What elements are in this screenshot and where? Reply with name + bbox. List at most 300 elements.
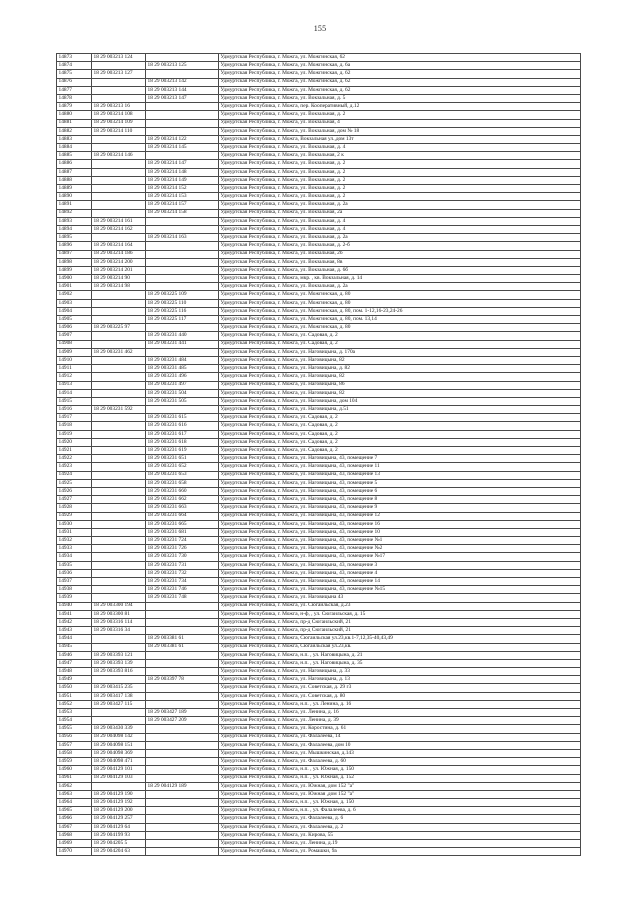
table-row	[57, 659, 581, 667]
row-number-cell: 14903	[57, 299, 92, 307]
cadastral-number-cell: 18 29 003214 201	[92, 266, 146, 274]
cadastral-number-alt-cell	[146, 618, 219, 626]
cadastral-number-alt-cell: 18 29 003231 724	[146, 537, 219, 545]
table-row	[57, 463, 581, 471]
row-number-cell: 14969	[57, 840, 92, 848]
cadastral-number-alt-cell: 18 29 003214 153	[146, 193, 219, 201]
table-row	[57, 414, 581, 422]
cadastral-number-cell	[92, 569, 146, 577]
table-row	[57, 316, 581, 324]
address-cell: Удмуртская Республика, г. Можга, н.п. , ул. Южная, д. 152	[219, 774, 581, 782]
row-number-cell: 14908	[57, 340, 92, 348]
row-number-cell: 14961	[57, 774, 92, 782]
table-row	[57, 389, 581, 397]
row-number-cell: 14916	[57, 406, 92, 414]
address-cell: Удмуртская Республика, г. Можга, ул. Вокзальная, д. 2	[219, 193, 581, 201]
cadastral-number-alt-cell: 18 29 003427 209	[146, 717, 219, 725]
row-number-cell: 14897	[57, 250, 92, 258]
row-number-cell: 14925	[57, 479, 92, 487]
table-row	[57, 209, 581, 217]
table-row	[57, 774, 581, 782]
cadastral-number-cell: 18 29 003393 139	[92, 659, 146, 667]
row-number-cell: 14910	[57, 356, 92, 364]
cadastral-number-cell	[92, 496, 146, 504]
table-row	[57, 578, 581, 586]
cadastral-number-alt-cell: 18 29 003214 163	[146, 234, 219, 242]
table-row	[57, 831, 581, 839]
table-row	[57, 447, 581, 455]
cadastral-number-cell: 18 29 003214 109	[92, 119, 146, 127]
cadastral-number-alt-cell: 18 29 003231 748	[146, 594, 219, 602]
row-number-cell: 14949	[57, 676, 92, 684]
cadastral-number-alt-cell	[146, 725, 219, 733]
address-cell: Удмуртская Республика, г. Можга, ул. Советская, д. 80	[219, 692, 581, 700]
cadastral-number-alt-cell	[146, 700, 219, 708]
table-row	[57, 709, 581, 717]
cadastral-number-cell	[92, 373, 146, 381]
address-cell: Удмуртская Республика, г. Можга, ул. Вокзальная, д. 4	[219, 217, 581, 225]
cadastral-number-cell: 18 29 003316 114	[92, 618, 146, 626]
table-row	[57, 848, 581, 856]
table-row	[57, 790, 581, 798]
cadastral-number-cell	[92, 381, 146, 389]
table-row	[57, 700, 581, 708]
row-number-cell: 14933	[57, 545, 92, 553]
row-number-cell: 14936	[57, 569, 92, 577]
cadastral-number-alt-cell: 18 29 003231 746	[146, 586, 219, 594]
cadastral-number-alt-cell: 18 29 003225 116	[146, 307, 219, 315]
cadastral-number-cell: 18 29 003231 592	[92, 406, 146, 414]
address-cell: Удмуртская Республика, г. Можга, ул. Наговицына, 43, помещение №2	[219, 545, 581, 553]
address-cell: Удмуртская Республика, г. Можга, ул. Садовая, д. 2	[219, 430, 581, 438]
row-number-cell: 14884	[57, 144, 92, 152]
address-cell: Удмуртская Республика, г. Можга, ул. Можгинская, д. 80	[219, 291, 581, 299]
table-row	[57, 815, 581, 823]
row-number-cell: 14895	[57, 234, 92, 242]
table-row	[57, 749, 581, 757]
row-number-cell: 14885	[57, 152, 92, 160]
cadastral-number-alt-cell	[146, 799, 219, 807]
row-number-cell: 14927	[57, 496, 92, 504]
address-cell: Удмуртская Республика, г. Можга, ул. Садовая, д. 2	[219, 422, 581, 430]
row-number-cell: 14881	[57, 119, 92, 127]
table-row	[57, 586, 581, 594]
address-cell: Удмуртская Республика, г. Можга, ул. Вокзальная, д. 2а	[219, 283, 581, 291]
address-cell: Удмуртская Республика, г. Можга, ул. Южная ,дом 152 "а"	[219, 790, 581, 798]
table-row	[57, 545, 581, 553]
cadastral-number-cell: 18 29 004205 5	[92, 840, 146, 848]
cadastral-number-alt-cell	[146, 627, 219, 635]
row-number-cell: 14937	[57, 578, 92, 586]
table-row	[57, 258, 581, 266]
row-number-cell: 14900	[57, 275, 92, 283]
table-row	[57, 144, 581, 152]
cadastral-number-alt-cell: 18 29 003231 497	[146, 381, 219, 389]
table-row	[57, 160, 581, 168]
cadastral-number-alt-cell: 18 29 003231 440	[146, 332, 219, 340]
address-cell: Удмуртская Республика, г. Можга, Сюгаильская ул.23,кв.	[219, 643, 581, 651]
row-number-cell: 14943	[57, 627, 92, 635]
cadastral-number-cell	[92, 578, 146, 586]
table-row	[57, 618, 581, 626]
row-number-cell: 14965	[57, 807, 92, 815]
table-row	[57, 225, 581, 233]
cadastral-number-alt-cell	[146, 266, 219, 274]
address-cell: Удмуртская Республика, г. Можга, ул. Можгинская, д. 80, пом. 1-12,16-23,24-26	[219, 307, 581, 315]
cadastral-number-cell: 18 29 003213 16	[92, 103, 146, 111]
address-cell: Удмуртская Республика, г. Можга, ул. Вокзальная, д. 5	[219, 94, 581, 102]
cadastral-number-cell	[92, 185, 146, 193]
row-number-cell: 14898	[57, 258, 92, 266]
cadastral-number-cell: 18 29 003231 462	[92, 348, 146, 356]
cadastral-number-cell	[92, 782, 146, 790]
table-row	[57, 799, 581, 807]
row-number-cell: 14923	[57, 463, 92, 471]
table-row	[57, 758, 581, 766]
cadastral-number-cell: 18 29 003214 98	[92, 283, 146, 291]
cadastral-number-cell: 18 29 003214 161	[92, 217, 146, 225]
table-row	[57, 487, 581, 495]
cadastral-number-alt-cell: 18 29 003214 152	[146, 185, 219, 193]
cadastral-number-alt-cell	[146, 250, 219, 258]
cadastral-number-cell	[92, 528, 146, 536]
cadastral-number-cell	[92, 553, 146, 561]
cadastral-number-alt-cell: 18 29 003231 619	[146, 447, 219, 455]
address-cell: Удмуртская Республика, г. Можга, ул. Садовая, д. 2	[219, 414, 581, 422]
row-number-cell: 14951	[57, 692, 92, 700]
table-row	[57, 766, 581, 774]
table-row	[57, 684, 581, 692]
cadastral-number-cell: 18 29 003214 164	[92, 242, 146, 250]
table-row	[57, 111, 581, 119]
address-cell: Удмуртская Республика, г. Можга, ул. Наговицына, 43, помещение №15	[219, 586, 581, 594]
cadastral-number-cell	[92, 479, 146, 487]
cadastral-number-alt-cell	[146, 758, 219, 766]
address-cell: Удмуртская Республика, г. Можга, ул. Можгинская, д. 80	[219, 324, 581, 332]
cadastral-number-cell	[92, 78, 146, 86]
table-row	[57, 266, 581, 274]
cadastral-number-alt-cell: 18 29 003214 122	[146, 135, 219, 143]
cadastral-number-cell: 18 29 004129 190	[92, 790, 146, 798]
cadastral-number-alt-cell: 18 29 003231 663	[146, 504, 219, 512]
cadastral-number-cell	[92, 193, 146, 201]
cadastral-number-cell: 18 29 003214 90	[92, 275, 146, 283]
table-row	[57, 70, 581, 78]
table-row	[57, 537, 581, 545]
row-number-cell: 14966	[57, 815, 92, 823]
cadastral-number-alt-cell: 18 29 003213 142	[146, 78, 219, 86]
row-number-cell: 14963	[57, 790, 92, 798]
row-number-cell: 14967	[57, 823, 92, 831]
table-row	[57, 119, 581, 127]
table-row	[57, 217, 581, 225]
address-cell: Удмуртская Республика, г. Можга, ул. Наговицына, 43, помещение 11	[219, 463, 581, 471]
cadastral-number-cell	[92, 520, 146, 528]
address-cell: Удмуртская Республика, г. Можга, ул. Советская, д. 29 г3	[219, 684, 581, 692]
address-cell: Удмуртская Республика, г. Можга, ул. Наговицына, 86	[219, 381, 581, 389]
cadastral-number-cell	[92, 709, 146, 717]
table-row	[57, 594, 581, 602]
address-cell: Удмуртская Республика, г. Можга, ул. Ленина, д.19	[219, 840, 581, 848]
table-row	[57, 283, 581, 291]
cadastral-number-cell: 18 29 003214 108	[92, 111, 146, 119]
address-cell: Удмуртская Республика, г. Можга, ул. Наговицына, дом 104	[219, 397, 581, 405]
table-row	[57, 332, 581, 340]
cadastral-number-cell: 18 29 003300 194	[92, 602, 146, 610]
row-number-cell: 14953	[57, 709, 92, 717]
address-cell: Удмуртская Республика, г. Можга, ул. Кирова, 55	[219, 831, 581, 839]
cadastral-number-alt-cell	[146, 774, 219, 782]
cadastral-number-alt-cell: 18 29 003231 505	[146, 397, 219, 405]
cadastral-number-alt-cell: 18 29 003231 651	[146, 455, 219, 463]
cadastral-number-alt-cell: 18 29 003231 653	[146, 471, 219, 479]
row-number-cell: 14934	[57, 553, 92, 561]
page-number: 155	[313, 24, 327, 33]
table-row	[57, 135, 581, 143]
address-cell: Удмуртская Республика, г. Можга, н.п. , ул. Наговицына, д. 21	[219, 651, 581, 659]
row-number-cell: 14938	[57, 586, 92, 594]
cadastral-number-alt-cell: 18 29 003231 496	[146, 373, 219, 381]
row-number-cell: 14944	[57, 635, 92, 643]
table-row	[57, 455, 581, 463]
cadastral-number-cell	[92, 430, 146, 438]
cadastral-number-cell	[92, 676, 146, 684]
cadastral-number-alt-cell	[146, 283, 219, 291]
address-cell: Удмуртская Республика, г. Можга, ул. Наговицына, 43, помещение 7	[219, 455, 581, 463]
cadastral-number-alt-cell: 18 29 003231 731	[146, 561, 219, 569]
row-number-cell: 14889	[57, 185, 92, 193]
cadastral-number-alt-cell	[146, 70, 219, 78]
row-number-cell: 14888	[57, 176, 92, 184]
table-row	[57, 725, 581, 733]
cadastral-number-alt-cell: 18 29 003231 615	[146, 414, 219, 422]
address-cell: Удмуртская Республика, г. Можга, ул. Южная, дом 152 "а"	[219, 782, 581, 790]
address-cell: Удмуртская Республика, г. Можга, ул. Наговицына, 82	[219, 389, 581, 397]
cadastral-number-alt-cell	[146, 790, 219, 798]
row-number-cell: 14911	[57, 365, 92, 373]
row-number-cell: 14960	[57, 766, 92, 774]
cadastral-number-cell: 18 29 004204 63	[92, 848, 146, 856]
cadastral-number-alt-cell	[146, 275, 219, 283]
address-cell: Удмуртская Республика, г. Можга, ул. Фалалеева, д. 2	[219, 823, 581, 831]
table-row	[57, 234, 581, 242]
cadastral-number-cell	[92, 356, 146, 364]
row-number-cell: 14950	[57, 684, 92, 692]
cadastral-number-cell	[92, 512, 146, 520]
address-cell: Удмуртская Республика, г. Можга, ул. Наговицына, д. 13	[219, 676, 581, 684]
address-cell: Удмуртская Республика, г. Можга, ул. Наговицына 43	[219, 594, 581, 602]
cadastral-number-cell	[92, 487, 146, 495]
cadastral-number-alt-cell	[146, 54, 219, 62]
table-row	[57, 127, 581, 135]
row-number-cell: 14954	[57, 717, 92, 725]
table-row	[57, 307, 581, 315]
row-number-cell: 14940	[57, 602, 92, 610]
row-number-cell: 14942	[57, 618, 92, 626]
table-row	[57, 381, 581, 389]
cadastral-number-cell: 18 29 004098 142	[92, 733, 146, 741]
row-number-cell: 14874	[57, 62, 92, 70]
row-number-cell: 14875	[57, 70, 92, 78]
address-cell: Удмуртская Республика, г. Можга, ул. Ромашки, 9а	[219, 848, 581, 856]
cadastral-number-cell	[92, 643, 146, 651]
cadastral-number-cell: 18 29 003415 235	[92, 684, 146, 692]
address-cell: Удмуртская Республика, г. Можга, ул. Фалалеева, дом 10	[219, 741, 581, 749]
cadastral-number-alt-cell	[146, 610, 219, 618]
cadastral-number-cell: 18 29 003214 186	[92, 250, 146, 258]
table-row	[57, 168, 581, 176]
cadastral-number-alt-cell	[146, 119, 219, 127]
address-cell: Удмуртская Республика, г. Можга, ул. Вокзальная, д. 2	[219, 160, 581, 168]
address-cell: Удмуртская Республика, г. Можга, ул. Наговицына, 43, помещение №1	[219, 537, 581, 545]
address-cell: Удмуртская Республика, г. Можга, ул. Вокзальная, д. 2а	[219, 201, 581, 209]
address-cell: Удмуртская Республика, г. Можга, н.п. , ул. Фалалеева, д. 6	[219, 807, 581, 815]
row-number-cell: 14931	[57, 528, 92, 536]
cadastral-number-cell: 18 29 004129 64	[92, 823, 146, 831]
cadastral-number-alt-cell: 18 29 003231 617	[146, 430, 219, 438]
cadastral-number-alt-cell: 18 29 003214 145	[146, 144, 219, 152]
cadastral-number-cell: 18 29 003316 34	[92, 627, 146, 635]
table-row	[57, 668, 581, 676]
table-row	[57, 741, 581, 749]
cadastral-number-cell: 18 29 003417 138	[92, 692, 146, 700]
cadastral-number-cell	[92, 537, 146, 545]
address-cell: Удмуртская Республика, г. Можга, ул. Наговицына, 82	[219, 356, 581, 364]
cadastral-number-alt-cell: 18 29 003213 144	[146, 86, 219, 94]
cadastral-number-alt-cell: 18 29 003397 78	[146, 676, 219, 684]
row-number-cell: 14964	[57, 799, 92, 807]
row-number-cell: 14952	[57, 700, 92, 708]
cadastral-number-alt-cell	[146, 840, 219, 848]
address-cell: Удмуртская Республика, г. Можга, ул. Можгинская, д. 62	[219, 78, 581, 86]
address-cell: Удмуртская Республика, г. Можга, ул. Наговицына, 43, помещение 16	[219, 520, 581, 528]
address-cell: Удмуртская Республика, г. Можга, ул. Наговицына, 82	[219, 373, 581, 381]
cadastral-number-alt-cell	[146, 659, 219, 667]
row-number-cell: 14902	[57, 291, 92, 299]
cadastral-number-alt-cell: 18 29 003213 125	[146, 62, 219, 70]
row-number-cell: 14945	[57, 643, 92, 651]
row-number-cell: 14935	[57, 561, 92, 569]
row-number-cell: 14924	[57, 471, 92, 479]
cadastral-number-cell: 18 29 003214 162	[92, 225, 146, 233]
row-number-cell: 14958	[57, 749, 92, 757]
cadastral-number-cell	[92, 291, 146, 299]
cadastral-number-cell	[92, 234, 146, 242]
cadastral-number-alt-cell: 18 29 003213 147	[146, 94, 219, 102]
table-row	[57, 250, 581, 258]
table-row	[57, 397, 581, 405]
row-number-cell: 14877	[57, 86, 92, 94]
address-cell: Удмуртская Республика, г. Можга, ул. Фалалеева, д. 60	[219, 758, 581, 766]
table-row	[57, 823, 581, 831]
cadastral-number-alt-cell	[146, 831, 219, 839]
table-row	[57, 185, 581, 193]
address-cell: Удмуртская Республика, г. Можга, ул. Ленина, д. 39	[219, 717, 581, 725]
address-cell: Удмуртская Республика, г. Можга, ул. Коростина, д. 61	[219, 725, 581, 733]
address-cell: Удмуртская Республика, г. Можга, ул. Можгинская, д. 62	[219, 70, 581, 78]
table-row	[57, 103, 581, 111]
cadastral-number-cell	[92, 414, 146, 422]
table-row	[57, 496, 581, 504]
cadastral-number-alt-cell	[146, 217, 219, 225]
cadastral-number-cell	[92, 316, 146, 324]
row-number-cell: 14901	[57, 283, 92, 291]
cadastral-number-alt-cell: 18 29 003225 109	[146, 291, 219, 299]
cadastral-number-alt-cell: 18 29 003231 660	[146, 487, 219, 495]
cadastral-number-cell: 18 29 004129 200	[92, 807, 146, 815]
address-cell: Удмуртская Республика, г. Можга, ул. Вокзальная, 4	[219, 119, 581, 127]
cadastral-number-cell	[92, 62, 146, 70]
table-row	[57, 553, 581, 561]
cadastral-number-alt-cell	[146, 766, 219, 774]
cadastral-number-alt-cell	[146, 111, 219, 119]
cadastral-number-cell	[92, 332, 146, 340]
table-row	[57, 299, 581, 307]
cadastral-number-cell	[92, 209, 146, 217]
address-cell: Удмуртская Республика, г. Можга, ул. Наговицына, 43, помещение 3	[219, 561, 581, 569]
address-cell: Удмуртская Республика, г. Можга, н-ф, , ул. Сюгаильская, д. 15	[219, 610, 581, 618]
cadastral-number-cell	[92, 135, 146, 143]
row-number-cell: 14956	[57, 733, 92, 741]
row-number-cell: 14929	[57, 512, 92, 520]
cadastral-number-alt-cell: 18 29 003381 61	[146, 635, 219, 643]
cadastral-number-alt-cell: 18 29 003231 441	[146, 340, 219, 348]
address-cell: Удмуртская Республика, г. Можга, ул. Фалалеева, д. 6	[219, 815, 581, 823]
row-number-cell: 14959	[57, 758, 92, 766]
table-row	[57, 348, 581, 356]
cadastral-number-alt-cell: 18 29 003231 504	[146, 389, 219, 397]
table-row	[57, 569, 581, 577]
table-row	[57, 635, 581, 643]
cadastral-number-alt-cell: 18 29 003427 189	[146, 709, 219, 717]
cadastral-number-alt-cell	[146, 733, 219, 741]
cadastral-number-cell	[92, 447, 146, 455]
row-number-cell: 14930	[57, 520, 92, 528]
row-number-cell: 14939	[57, 594, 92, 602]
cadastral-number-alt-cell	[146, 127, 219, 135]
table-row	[57, 676, 581, 684]
address-cell: Удмуртская Республика, г. Можга, н.п. , ул. Ленина, д. 16	[219, 700, 581, 708]
cadastral-number-cell	[92, 201, 146, 209]
row-number-cell: 14879	[57, 103, 92, 111]
row-number-cell: 14876	[57, 78, 92, 86]
row-number-cell: 14893	[57, 217, 92, 225]
table-row	[57, 692, 581, 700]
address-cell: Удмуртская Республика, г. Можга, ул. Наговицына, 43, помещение 4	[219, 569, 581, 577]
cadastral-number-cell: 18 29 003213 124	[92, 54, 146, 62]
table-row	[57, 610, 581, 618]
table-row	[57, 356, 581, 364]
row-number-cell: 14932	[57, 537, 92, 545]
row-number-cell: 14904	[57, 307, 92, 315]
address-cell: Удмуртская Республика, г. Можга, ул. Вокзальная, д. 2	[219, 168, 581, 176]
cadastral-number-alt-cell	[146, 348, 219, 356]
cadastral-number-alt-cell: 18 29 003231 732	[146, 569, 219, 577]
cadastral-number-alt-cell	[146, 324, 219, 332]
table-row	[57, 840, 581, 848]
cadastral-number-alt-cell: 18 29 003231 652	[146, 463, 219, 471]
cadastral-number-cell: 18 29 003300 81	[92, 610, 146, 618]
cadastral-number-cell	[92, 389, 146, 397]
table-row	[57, 528, 581, 536]
row-number-cell: 14915	[57, 397, 92, 405]
cadastral-number-alt-cell: 18 29 003214 148	[146, 168, 219, 176]
address-cell: Удмуртская Республика, г. Можга, ул. Вокзальная, д. 2-б	[219, 242, 581, 250]
table-row	[57, 78, 581, 86]
cadastral-number-cell: 18 29 004129 103	[92, 774, 146, 782]
cadastral-number-cell: 18 29 003427 115	[92, 700, 146, 708]
cadastral-number-cell: 18 29 003214 146	[92, 152, 146, 160]
